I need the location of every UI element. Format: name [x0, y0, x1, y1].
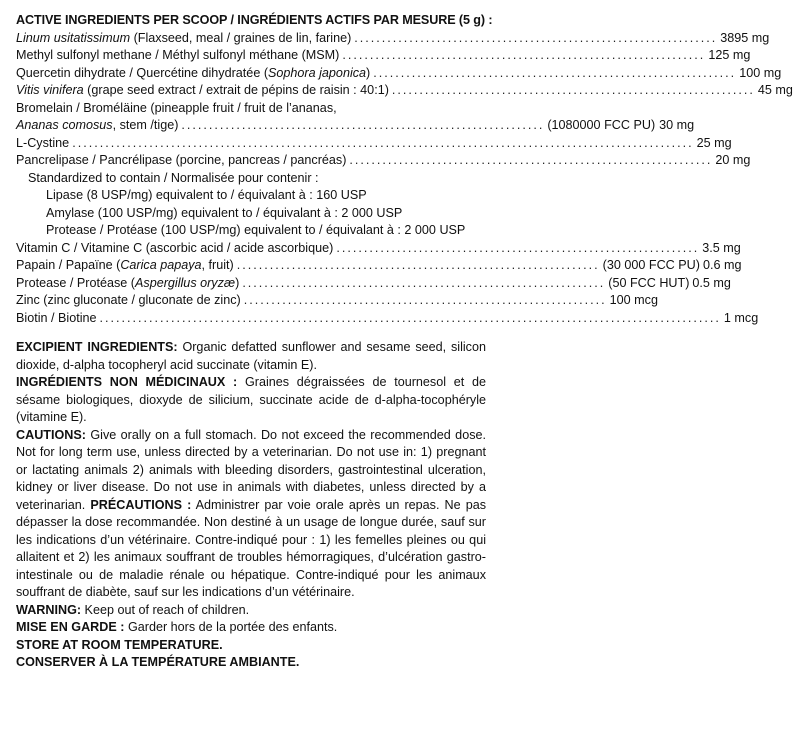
ingredient-row-msm [16, 47, 751, 65]
enzyme-amylase: Amylase (100 USP/mg) equivalent to / équivalant à : 2 000 USP [46, 205, 403, 220]
ingredient-row-zinc [16, 292, 658, 310]
ingredient-amount: 100 mcg [609, 293, 658, 307]
ingredient-latin-name: Carica papaya [120, 258, 202, 272]
excipient-heading: EXCIPIENT INGREDIENTS: [16, 340, 178, 354]
leader-dots: .................................................................. [391, 83, 755, 97]
warning-heading: WARNING: [16, 602, 82, 617]
ingredient-amount: 0.5 mg [692, 275, 731, 290]
ingredient-amount: 45 mg [757, 83, 793, 97]
ingredient-row-quercetin: Quercetin dihydrate / Quercétine dihydratée (Sophora japonica) .................................................................. 100 mg [16, 65, 486, 83]
ingredient-amount: 20 mg [715, 153, 751, 167]
ingredient-row-biotin [16, 310, 759, 328]
warning-text: Keep out of reach of children. [81, 602, 250, 617]
ingredient-bromelain-line1: Bromelain / Broméläine (pineapple fruit / fruit de l’ananas, [16, 100, 337, 115]
ingredient-name: Papain / Papaïne ( [16, 258, 121, 272]
ingredient-amount: 3.5 mg [702, 240, 741, 255]
ingredient-name: Biotin / Biotine [16, 310, 97, 325]
leader-dots: .................................................................. [236, 258, 600, 272]
ingredient-row-pancrelipase [16, 152, 751, 170]
ingredient-latin-name: Aspergillus oryzæ [135, 275, 236, 290]
mise-en-garde-text: Garder hors de la portée des enfants. [124, 620, 338, 634]
leader-dots: ................................................................................................................. [72, 135, 694, 150]
ingredient-row-grape-seed [16, 82, 793, 100]
leader-dots: .................................................................. [349, 153, 713, 167]
mise-en-garde-line [16, 619, 486, 637]
leader-dots: .................................................................. [373, 65, 737, 80]
ingredient-amount: 100 mg [739, 65, 782, 80]
ingredient-row-vitamin-c [16, 240, 741, 258]
ingredient-latin-name: Sophora japonica [268, 65, 367, 80]
active-ingredients-header: ACTIVE INGREDIENTS PER SCOOP / INGRÉDIENTS ACTIFS PAR MESURE (5 g) : [16, 13, 493, 27]
excipient-ingredients [16, 339, 486, 374]
potency-value: (50 FCC HUT) [608, 275, 690, 290]
precautions-heading: PRÉCAUTIONS : [90, 497, 192, 512]
ingredient-amount: 0.6 mg [702, 258, 742, 272]
ingredient-row-flaxseed [16, 30, 770, 48]
ingredient-name: L-Cystine [16, 135, 70, 150]
ingredient-name: (grape seed extract / extrait de pépins de raisin : 40:1) [83, 83, 389, 97]
leader-dots: .................................................................. [342, 48, 706, 62]
ingredient-name: Protease / Protéase ( [16, 275, 136, 290]
ingredient-latin-name: Ananas comosus [16, 118, 113, 132]
leader-dots: .................................................................. [181, 118, 545, 132]
leader-dots: ................................................................................................................. [99, 310, 721, 325]
ingredient-row-papain: Papain / Papaïne (Carica papaya, fruit) .................................................................. (30 000 FCC PU) 0.6 mg [16, 257, 486, 275]
section-spacer [16, 327, 486, 339]
cautions-section [16, 427, 486, 602]
ingredient-amount: 125 mg [708, 48, 751, 62]
excipient-text: Organic defatted sunflower and sesame seed, silicon dioxide, d-alpha tocopheryl acid succinate (vitamin E). [16, 340, 486, 372]
cautions-heading: CAUTIONS: [16, 427, 86, 442]
non-medicinal-ingredients [16, 374, 486, 427]
ingredient-name: Vitamin C / Vitamine C (ascorbic acid / acide ascorbique) [16, 240, 334, 255]
ingredient-latin-name: Vitis vinifera [16, 83, 84, 97]
warning-line [16, 602, 486, 620]
ingredient-row-protease: Protease / Protéase (Aspergillus oryzæ) .................................................................. (50 FCC HUT) 0.5 mg [16, 275, 486, 293]
cautions-text: Give orally on a full stomach. Do not exceed the recommended dose. Not for long term use, unless directed by a veterinarian. Do not use in: 1) pregnant or lactating animals 2) animals with bleeding disorders, gastrointestinal ulceration, kidney or liver disease. Do not use in animals with diabetes, unless directed by a veterinarian. [16, 427, 486, 512]
ingredient-amount: 3895 mg [720, 30, 770, 45]
mise-en-garde-heading: MISE EN GARDE : [16, 620, 125, 634]
ingredient-amount: 1 mcg [723, 310, 759, 325]
storage-instruction-en: STORE AT ROOM TEMPERATURE. [16, 637, 223, 652]
enzyme-lipase: Lipase (8 USP/mg) equivalent to / équivalant à : 160 USP [46, 188, 367, 202]
ingredient-row-cystine [16, 135, 732, 153]
potency-value: (30 000 FCC PU) [602, 258, 700, 272]
storage-instruction-fr: CONSERVER À LA TEMPÉRATURE AMBIANTE. [16, 655, 300, 669]
non-medicinal-heading: INGRÉDIENTS NON MÉDICINAUX : [16, 375, 238, 389]
enzyme-protease: Protease / Protéase (100 USP/mg) equivalent to / équivalant à : 2 000 USP [46, 223, 466, 237]
ingredient-name: Quercetin dihydrate / Quercétine dihydratée ( [16, 65, 269, 80]
standardized-note: Standardized to contain / Normalisée pour contenir : [28, 170, 319, 185]
leader-dots: .................................................................. [354, 30, 718, 45]
leader-dots: .................................................................. [243, 293, 607, 307]
ingredient-amount: 25 mg [696, 135, 732, 150]
non-medicinal-text: Graines dégraissées de tournesol et de sésame biologiques, dioxyde de silicium, succinate acide de d-alpha-tocophéryle (vitamine E). [16, 375, 486, 424]
ingredient-name: (Flaxseed, meal / graines de lin, farine) [130, 30, 352, 45]
leader-dots: .................................................................. [336, 240, 700, 255]
ingredient-row-bromelain: Ananas comosus, stem /tige) .................................................................. (1080000 FCC PU) 30 mg [16, 117, 486, 135]
ingredient-amount: 30 mg [659, 118, 695, 132]
ingredient-name: Pancrelipase / Pancrélipase (porcine, pancreas / pancréas) [16, 153, 347, 167]
ingredient-name: Methyl sulfonyl methane / Méthyl sulfonyl méthane (MSM) [16, 48, 340, 62]
ingredient-name: Zinc (zinc gluconate / gluconate de zinc) [16, 293, 241, 307]
precautions-text: Administrer par voie orale après un repas. Ne pas dépasser la dose recommandée. Non destiné à un usage de longue durée, sauf sur les indications d’un vétérinaire. Contre-indiqué pour : 1) les femelles pleines ou qui allaitent et 2) les animaux souffrant de troubles hémorragiques, d’ulcération gastro-intestinale ou de maladie rénale ou hépatique. Contre-indiqué pour les animaux souffrant de diabète, sauf sur les indications d’un vétérinaire. [16, 497, 486, 599]
ingredient-latin-name: Linum usitatissimum [16, 30, 131, 45]
leader-dots: .................................................................. [242, 275, 606, 290]
potency-value: (1080000 FCC PU) [547, 118, 656, 132]
